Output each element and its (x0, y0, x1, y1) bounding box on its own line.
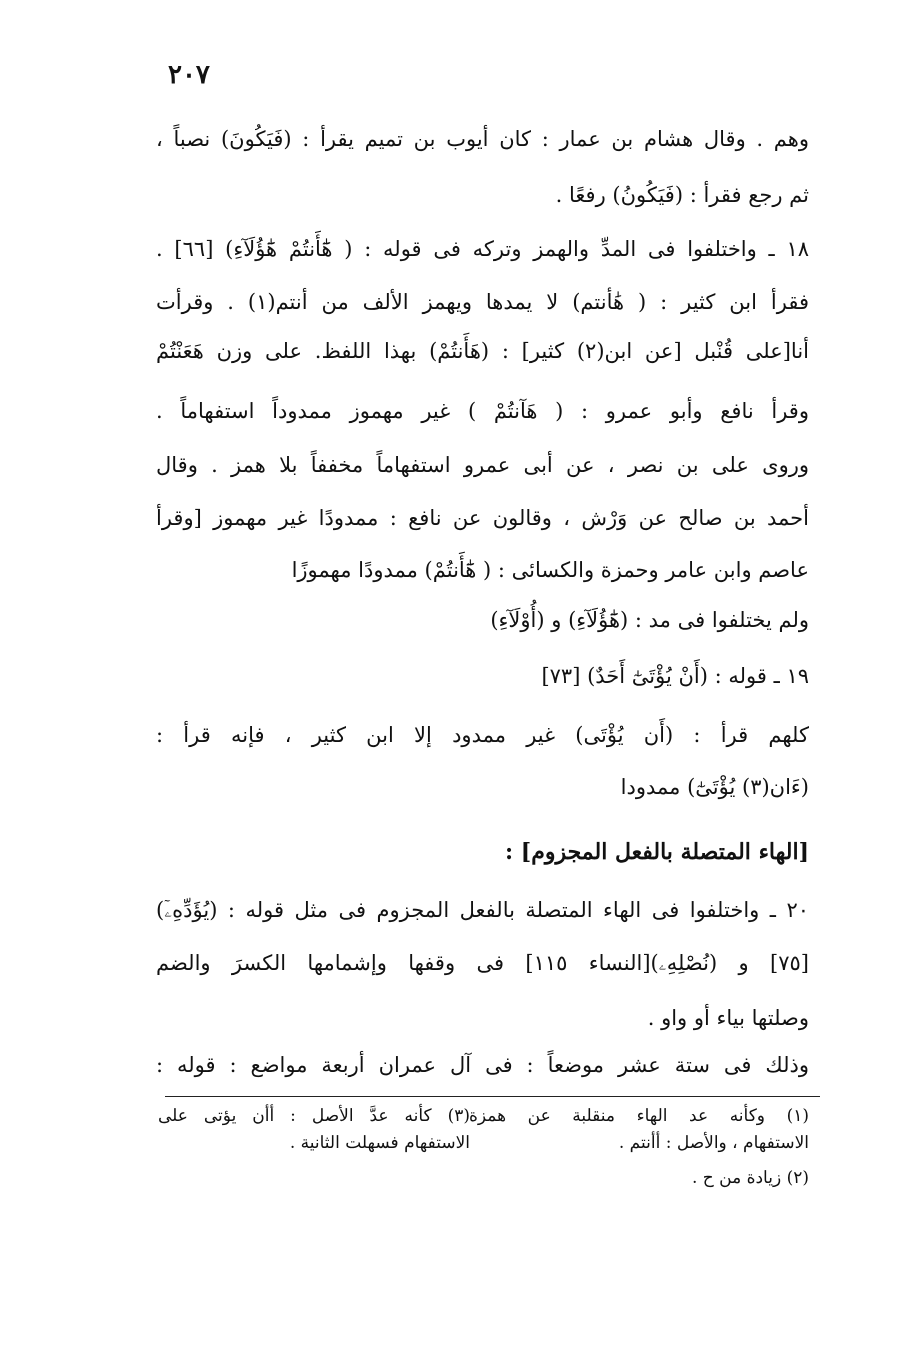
text-line: وذلك فى ستة عشر موضعاً : فى آل عمران أربعة مواضع : قوله : (156, 1053, 809, 1077)
text-line: عاصم وابن عامر وحمزة والكسائى : ( هَٰٓأَنتُمْ) ممدودًا مهموزًا (291, 558, 809, 582)
footnote-separator (165, 1096, 820, 1097)
section-heading: [الهاء المتصلة بالفعل المجزوم] : (505, 839, 809, 865)
text-line: فقرأ ابن كثير : ( هَٰأنتم) لا يمدها ويهمز الألف من أنتم(١) . وقرأت (156, 290, 809, 314)
footnote-1: (١) وكأنه عد الهاء منقلبة عن همزة (469, 1106, 809, 1126)
text-line: ولم يختلفوا فى مد : (هَٰٓؤُلَآءِ) و (أُوْلَآءِ) (490, 608, 809, 632)
text-line: وصلتها بياء أو واو . (647, 1006, 809, 1030)
text-line: ٢٠ ـ واختلفوا فى الهاء المتصلة بالفعل المجزوم فى مثل قوله : (يُؤَدِّهِۦٓ) (156, 898, 809, 922)
footnote-1-cont: الاستفهام ، والأصل : أأنتم . (618, 1133, 809, 1153)
text-line: ١٩ ـ قوله : (أَنْ يُؤْتَىٰٓ أَحَدٌ) [٧٣] (541, 664, 809, 688)
text-line: ثم رجع فقرأ : (فَيَكُونُ) رفعًا . (555, 183, 809, 207)
text-line: وهم . وقال هشام بن عمار : كان أيوب بن تميم يقرأ : (فَيَكُونَ) نصباً ، (156, 127, 809, 151)
text-line: وقرأ نافع وأبو عمرو : ( هَآنتُمْ ) غير مهموز ممدوداً استفهاماً . (156, 399, 809, 423)
text-line: كلهم قرأ : (أَن يُؤْتَى) غير ممدود إلا ابن كثير ، فإنه قرأ : (156, 723, 809, 747)
page-number: ٢٠٧ (168, 60, 210, 90)
footnote-3-cont: الاستفهام فسهلت الثانية . (289, 1133, 470, 1153)
text-line: ١٨ ـ واختلفوا فى المدِّ والهمز وتركه فى قوله : ( هَٰٓأَنتُمْ هَٰٓؤُلَآءِ) [٦٦] . (156, 237, 810, 261)
text-line: أنا[على قُنْبل [عن ابن(٢) كثير] : (هَأَنتُمْ) بهذا اللفظ. على وزن هَعَنْتُمْ (156, 339, 810, 363)
text-line: [٧٥] و (نُصْلِهِۦ)[النساء ١١٥] فى وقفها وإشمامها الكسرَ والضم (156, 951, 809, 975)
text-line: أحمد بن صالح عن وَرْش ، وقالون عن نافع : ممدودًا غير مهموز [وقرأ (156, 506, 809, 530)
footnote-2: (٢) زيادة من ح . (691, 1168, 809, 1188)
footnote-3: (٣) كأنه عدَّ الأصل : أأن يؤتى على (158, 1106, 470, 1126)
text-line: وروى على بن نصر ، عن أبى عمرو استفهاماً مخففاً بلا همز . وقال (156, 453, 809, 477)
text-line: (ءَان(٣) يُؤْتَىٰٓ) ممدودا (620, 775, 809, 799)
